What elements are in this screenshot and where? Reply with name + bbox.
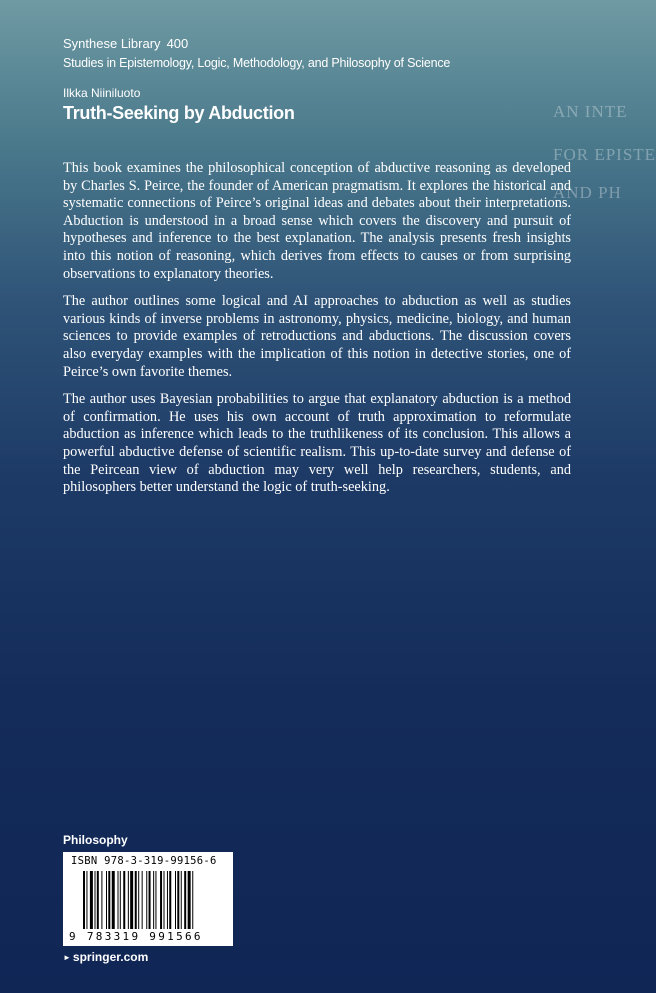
barcode-bar bbox=[188, 871, 191, 929]
barcode-bar bbox=[120, 871, 121, 929]
barcode-bar bbox=[175, 871, 176, 929]
series-subtitle: Studies in Epistemology, Logic, Methodology, and Philosophy of Science bbox=[63, 56, 451, 70]
blurb-paragraph-2: The author outlines some logical and AI approaches to abduction as well as studies various kinds of inverse problems in astronomy, physics, medicine, biology, and human sciences to provide examples of retroductions and abductions. The discussion covers also everyday examples with the implication of this notion in detective stories, one of Peirce’s own favorite themes. bbox=[63, 293, 571, 380]
barcode-bar bbox=[146, 871, 147, 929]
barcode-bar bbox=[164, 871, 165, 929]
book-title: Truth-Seeking by Abduction bbox=[63, 103, 295, 123]
barcode-bar bbox=[181, 871, 182, 929]
barcode-bar bbox=[86, 871, 87, 929]
barcode-bar bbox=[167, 871, 168, 929]
barcode-bar bbox=[101, 871, 102, 929]
barcode-bar bbox=[90, 871, 93, 929]
publisher-url: springer.com bbox=[72, 950, 149, 964]
ghost-text-line-2: FOR EPISTE bbox=[553, 145, 656, 164]
barcode-bar bbox=[184, 871, 186, 929]
arrow-icon: ► bbox=[63, 953, 71, 962]
barcode-bar bbox=[97, 871, 99, 929]
barcode-bar bbox=[123, 871, 125, 929]
publisher-link[interactable] bbox=[63, 950, 148, 964]
barcode-bar bbox=[130, 871, 133, 929]
barcode-bar bbox=[155, 871, 156, 929]
blurb-paragraph-1: This book examines the philosophical conception of abductive reasoning as developed by Charles S. Peirce, the founder of American pragmatism. It explores the historical and systematic connections of Peirce’s original ideas and debates about their interpretations. Abduction is understood in a broad sense which covers the discovery and pursuit of hypotheses and inference to the best explanation. The analysis presents fresh insights into this notion of reasoning, which derives from effects to causes or from surprising observations to explanatory theories. bbox=[63, 160, 571, 282]
barcode-bar bbox=[95, 871, 96, 929]
author-name: Ilkka Niiniluoto bbox=[63, 86, 141, 100]
barcode-bar bbox=[169, 871, 171, 929]
subject-category: Philosophy bbox=[63, 833, 128, 847]
blurb-paragraph-3: The author uses Bayesian probabilities to argue that explanatory abduction is a method of confirmation. He uses his own account of truth approximation to reformulate abduction as inference which leads to the truthlikeness of its conclusion. This allows a powerful abductive defense of scientific realism. This up-to-date survey and defense of the Peircean view of abduction may very well help researchers, students, and philosophers better understand the logic of truth-seeking. bbox=[63, 391, 571, 496]
series-number: 400 bbox=[166, 36, 189, 51]
barcode-bar bbox=[106, 871, 107, 929]
barcode-bar bbox=[160, 871, 162, 929]
barcode-bar bbox=[138, 871, 139, 929]
barcode-bar bbox=[135, 871, 137, 929]
barcode-bar bbox=[83, 871, 85, 929]
series-name: Synthese Library bbox=[63, 36, 161, 51]
isbn-label: ISBN 978-3-319-99156-6 bbox=[71, 855, 217, 867]
barcode-bar bbox=[128, 871, 129, 929]
barcode-digits: 9 783319 991566 bbox=[69, 930, 203, 943]
ghost-text-line-3: AND PH bbox=[553, 183, 622, 202]
isbn-barcode bbox=[63, 852, 233, 946]
barcode-bar bbox=[149, 871, 151, 929]
series-header bbox=[63, 36, 188, 51]
barcode-bar bbox=[118, 871, 119, 929]
blurb bbox=[63, 160, 571, 507]
barcode-bar bbox=[177, 871, 179, 929]
barcode-bar bbox=[142, 871, 143, 929]
barcode-bar bbox=[108, 871, 110, 929]
barcode-bar bbox=[192, 871, 193, 929]
ghost-text-line-1: AN INTE bbox=[553, 102, 628, 121]
barcode-bar bbox=[153, 871, 154, 929]
barcode-bar bbox=[112, 871, 115, 929]
barcode-bars bbox=[83, 871, 225, 929]
